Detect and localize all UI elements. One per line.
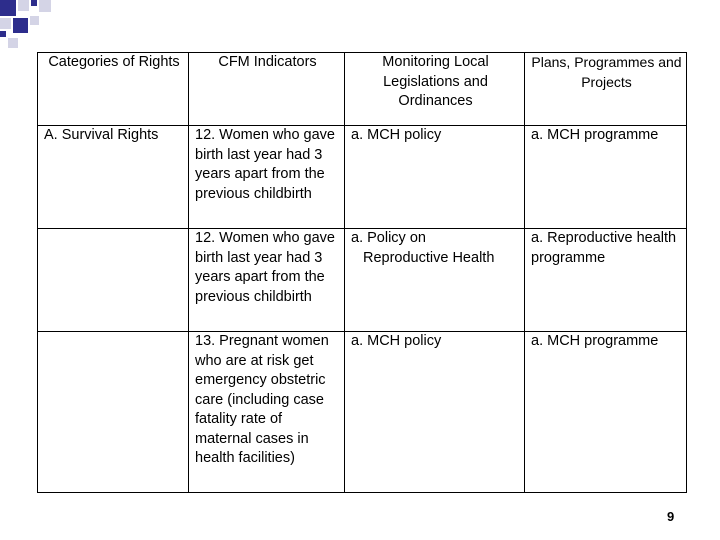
header-plans: Plans, Programmes and Projects bbox=[525, 53, 687, 126]
indicators-table bbox=[37, 52, 687, 493]
plans-cell: a. MCH programme bbox=[525, 126, 687, 229]
monitoring-cell: a. MCH policy bbox=[345, 126, 525, 229]
category-cell: A. Survival Rights bbox=[38, 126, 189, 229]
corner-square bbox=[39, 0, 51, 12]
corner-square bbox=[31, 0, 37, 6]
header-cfm-indicators: CFM Indicators bbox=[189, 53, 345, 126]
indicator-cell: 12. Women who gave birth last year had 3 years apart from the previous childbirth bbox=[189, 126, 345, 229]
header-categories: Categories of Rights bbox=[38, 53, 189, 126]
plans-cell: a. Reproductive health programme bbox=[525, 229, 687, 332]
monitoring-cell bbox=[345, 229, 525, 332]
monitoring-line: Reproductive Health bbox=[363, 249, 495, 266]
corner-square bbox=[0, 31, 6, 37]
category-cell bbox=[38, 332, 189, 493]
corner-square bbox=[8, 38, 18, 48]
table-row bbox=[38, 332, 687, 493]
monitoring-cell: a. MCH policy bbox=[345, 332, 525, 493]
header-monitoring: Monitoring Local Legislations and Ordinances bbox=[345, 53, 525, 126]
category-cell bbox=[38, 229, 189, 332]
table-row bbox=[38, 126, 687, 229]
corner-square bbox=[13, 18, 28, 33]
corner-square bbox=[18, 0, 29, 11]
table-header-row bbox=[38, 53, 687, 126]
page-number: 9 bbox=[667, 509, 675, 524]
indicator-cell: 12. Women who gave birth last year had 3 years apart from the previous childbirth bbox=[189, 229, 345, 332]
corner-square bbox=[30, 16, 39, 25]
corner-square bbox=[0, 0, 16, 16]
table-row bbox=[38, 229, 687, 332]
monitoring-line: a. Policy on bbox=[351, 230, 426, 246]
corner-square bbox=[0, 18, 11, 29]
indicator-cell: 13. Pregnant women who are at risk get emergency obstetric care (including case fatality rate of maternal cases in health facilities) bbox=[189, 332, 345, 493]
plans-cell: a. MCH programme bbox=[525, 332, 687, 493]
